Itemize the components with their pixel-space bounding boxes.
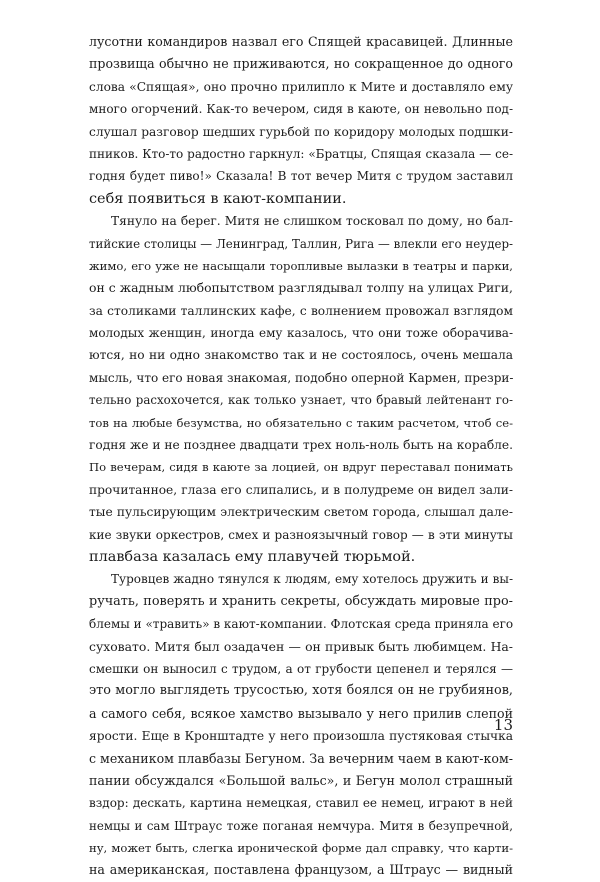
text-line: ярости. Еще в Кронштадте у него произошла пустяковая стычка [89, 729, 513, 744]
text-line: годня будет пиво!» Сказала! В тот вечер Митя с трудом заставил [89, 169, 513, 184]
text-line: ручать, поверять и хранить секреты, обсуждать мировые про- [89, 593, 513, 609]
body-text [89, 31, 513, 882]
text-line: Тянуло на берег. Митя не слишком тосковал по дому, но бал- [111, 214, 513, 229]
text-line: вздор: дескать, картина немецкая, ставил ее немец, играют в ней [89, 796, 513, 811]
text-line: смешки он выносил с трудом, а от грубости цепенел и терялся — [89, 661, 513, 676]
text-line: это могло выглядеть трусостью, хотя боялся он не грубиянов, [89, 683, 513, 699]
text-line: прочитанное, глаза его слипались, и в полудреме он видел зали- [89, 482, 513, 497]
text-line: с механиком плавбазы Бегуном. За вечерним чаем в кают-ком- [89, 750, 513, 766]
text-line: мысль, что его новая знакомая, подобно оперной Кармен, презри- [89, 370, 513, 385]
text-line: тельно расхохочется, как только узнает, что бравый лейтенант го- [89, 393, 513, 408]
text-line: тые пульсирующим электрическим светом города, слышал дале- [89, 505, 513, 520]
text-line: много огорчений. Как-то вечером, сидя в каюте, он невольно под- [89, 102, 513, 117]
text-line: слова «Спящая», оно прочно прилипло к Мите и доставляло ему [89, 79, 513, 94]
text-line: ну, может быть, слегка иронической форме дал справку, что карти- [89, 841, 513, 856]
text-line: слушал разговор шедших гурьбой по коридору молодых подшки- [89, 124, 513, 139]
text-line: он с жадным любопытством разглядывал толпу на улицах Риги, [89, 280, 513, 296]
text-line: пании обсуждался «Большой вальс», и Бегун молол страшный [89, 772, 513, 788]
text-line: на американская, поставлена французом, а Штраус — видный [89, 862, 513, 878]
text-line: прозвища обычно не приживаются, но сокращенное до одного [89, 56, 513, 72]
text-line: пников. Кто-то радостно гаркнул: «Братцы, Спящая сказала — се- [89, 146, 513, 161]
text-line: тийские столицы — Ленинград, Таллин, Рига — влекли его неудер- [89, 236, 513, 251]
text-line: ются, но ни одно знакомство так и не состоялось, очень мешала [89, 348, 513, 363]
text-line: плавбаза казалась ему плавучей тюрьмой. [89, 548, 416, 565]
text-line: жимо, его уже не насыщали торопливые вылазки в театры и парки, [89, 258, 513, 273]
text-line: суховато. Митя был озадачен — он привык быть любимцем. На- [89, 638, 513, 654]
text-line: а самого себя, всякое хамство вызывало у него прилив слепой [89, 705, 513, 721]
text-line: кие звуки оркестров, смех и разноязычный говор — в эти минуты [89, 527, 513, 542]
text-line: тов на любые безумства, но обязательно с таким расчетом, чтоб се- [89, 415, 513, 430]
page-number: 13 [493, 716, 513, 734]
text-line: годня же и не позднее двадцати трех ноль-ноль быть на корабле. [89, 438, 513, 453]
text-line: за столиками таллинских кафе, с волнением провожал взглядом [89, 303, 513, 318]
text-line: Туровцев жадно тянулся к людям, ему хотелось дружить и вы- [111, 572, 513, 587]
text-line: немцы и сам Штраус тоже поганая немчура. Митя в безупречной, [89, 818, 513, 833]
text-line: блемы и «травить» в кают-компании. Флотская среда приняла его [89, 617, 513, 632]
text-line: По вечерам, сидя в каюте за лоцией, он вдруг переставал понимать [89, 460, 513, 475]
text-line: молодых женщин, иногда ему казалось, что они тоже оборачива- [89, 326, 513, 341]
text-line: лусотни командиров назвал его Спящей красавицей. Длинные [89, 34, 513, 49]
text-line: себя появиться в кают-компании. [89, 190, 347, 207]
